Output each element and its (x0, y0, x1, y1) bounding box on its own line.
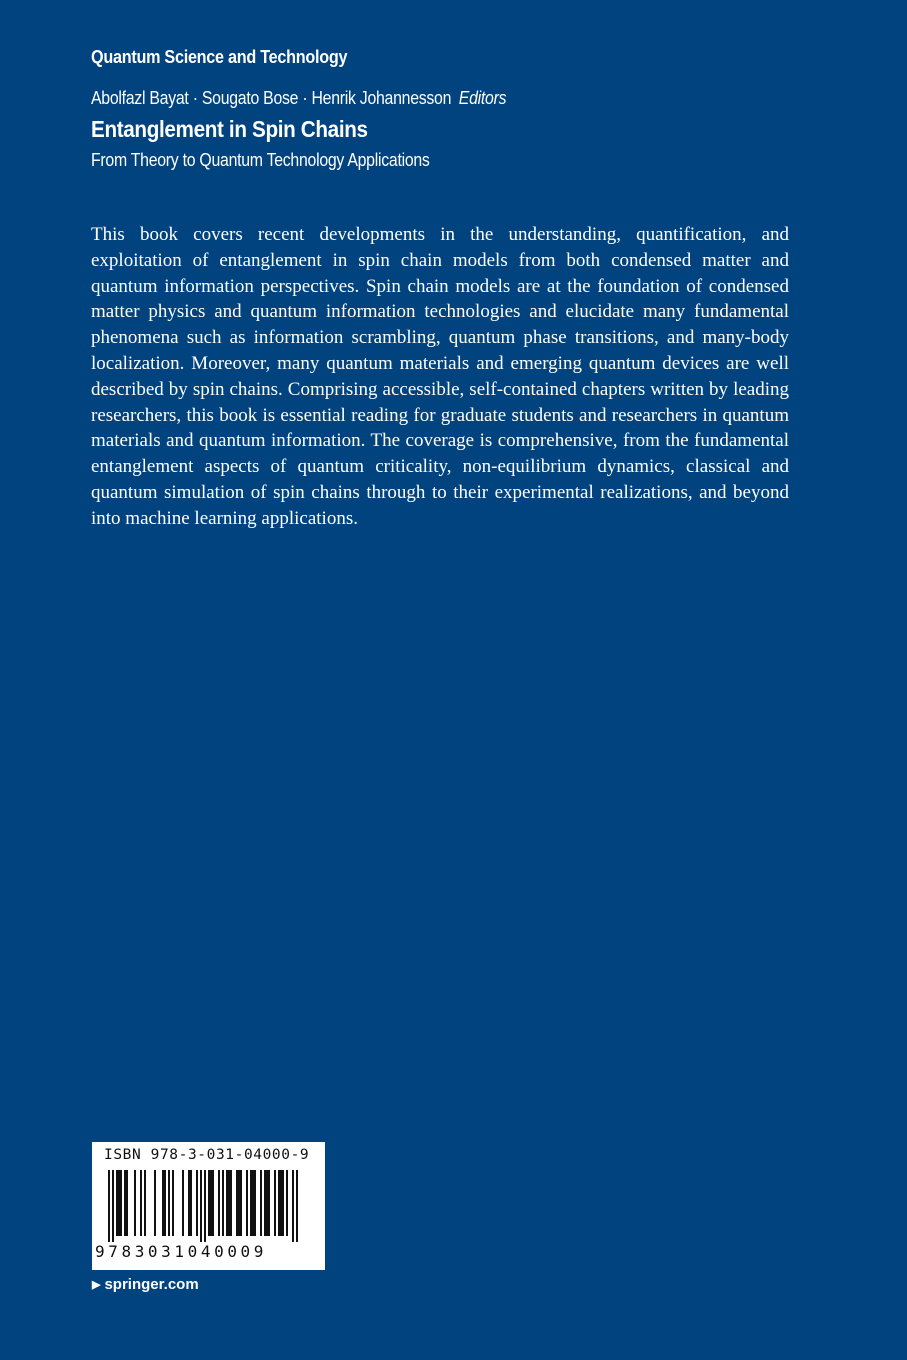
editors-role: Editors (458, 88, 507, 108)
barcode-bar (144, 1170, 146, 1236)
barcode-bar (164, 1170, 166, 1236)
barcode-bar (292, 1170, 294, 1242)
barcode-bar (286, 1170, 288, 1236)
book-title: Entanglement in Spin Chains (91, 116, 368, 142)
barcode-bar (124, 1170, 126, 1236)
barcode-bar (250, 1170, 252, 1236)
barcode-bar (188, 1170, 190, 1236)
barcode-bar (204, 1170, 206, 1242)
barcode-bar (230, 1170, 232, 1236)
publisher-link[interactable] (92, 1276, 199, 1293)
barcode-bar (162, 1170, 164, 1236)
barcode-bar (228, 1170, 230, 1236)
editors-line (91, 88, 506, 109)
barcode-bar (226, 1170, 228, 1236)
barcode-bar (254, 1170, 256, 1236)
barcode-bar (260, 1170, 262, 1236)
book-description: This book covers recent developments in the understanding, quantification, and exploitation of entanglement in spin chain models from both condensed matter and quantum information perspectives. Spin chain models are at the foundation of condensed matter physics and quantum information technologies and elucidate many fundamental phenomena such as information scrambling, quantum phase transitions, and many-body localization. Moreover, many quantum materials and emerging quantum devices are well described by spin chains. Comprising accessible, self-contained chapters written by leading researchers, this book is essential reading for graduate students and researchers in quantum materials and quantum information. The coverage is comprehensive, from the fundamental entanglement aspects of quantum criticality, non-equilibrium dynamics, classical and quantum simulation of spin chains through to their experimental realizations, and beyond into machine learning applications. (91, 224, 789, 529)
barcode-bar (120, 1170, 122, 1236)
barcode-bar (126, 1170, 128, 1236)
barcode-bar (218, 1170, 220, 1236)
barcode-bar (118, 1170, 120, 1236)
barcode-bar (282, 1170, 284, 1236)
barcode-bar (236, 1170, 238, 1236)
barcode-bar (240, 1170, 242, 1236)
barcode-bar (112, 1170, 114, 1242)
barcode-bar (116, 1170, 118, 1236)
barcode-bar (280, 1170, 282, 1236)
triangle-right-icon: ▶ (92, 1279, 101, 1291)
barcode-bar (268, 1170, 270, 1236)
isbn-label: ISBN 978-3-031-04000-9 (104, 1147, 310, 1163)
barcode-bar (182, 1170, 184, 1236)
barcode-bar (246, 1170, 248, 1236)
book-subtitle: From Theory to Quantum Technology Applications (91, 150, 430, 170)
barcode-bar (210, 1170, 212, 1236)
barcode-panel (92, 1142, 325, 1270)
barcode-digits: 9783031040009 (95, 1242, 268, 1261)
barcode-bars (108, 1170, 308, 1242)
barcode-bar (108, 1170, 110, 1242)
barcode-bar (168, 1170, 170, 1236)
barcode-bar (274, 1170, 276, 1236)
barcode-bar (208, 1170, 210, 1236)
series-name: Quantum Science and Technology (91, 47, 348, 67)
barcode-bar (296, 1170, 298, 1242)
barcode-bar (172, 1170, 174, 1236)
barcode-bar (140, 1170, 142, 1236)
barcode-bar (200, 1170, 202, 1242)
barcode-bar (190, 1170, 192, 1236)
barcode-bar (196, 1170, 198, 1236)
barcode-bar (278, 1170, 280, 1236)
barcode-bar (252, 1170, 254, 1236)
publisher-url: springer.com (104, 1276, 199, 1293)
barcode-bar (154, 1170, 156, 1236)
barcode-bar (134, 1170, 136, 1236)
barcode-bar (212, 1170, 214, 1236)
editor-names: Abolfazl Bayat · Sougato Bose · Henrik Johannesson (91, 88, 452, 108)
barcode-bar (266, 1170, 268, 1236)
barcode-bar (238, 1170, 240, 1236)
barcode-bar (264, 1170, 266, 1236)
barcode-bar (222, 1170, 224, 1236)
